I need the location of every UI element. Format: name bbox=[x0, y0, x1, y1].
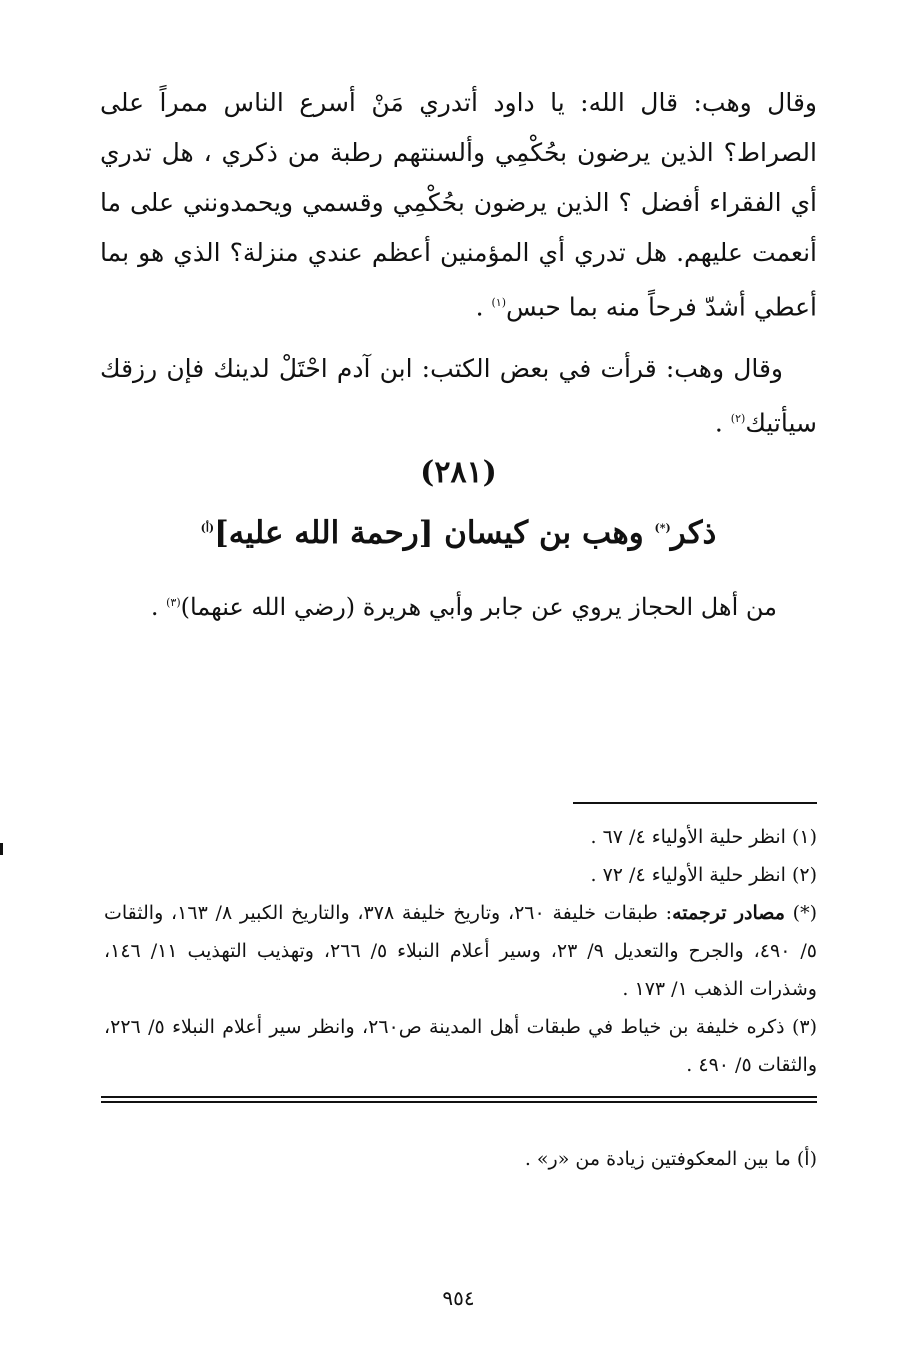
footnote-ref-star[interactable]: (*) bbox=[654, 521, 671, 535]
main-text bbox=[100, 78, 817, 461]
footnote-ref-3[interactable]: (٣) bbox=[166, 596, 181, 609]
footnote-1: (١) انظر حلية الأولياء ٤/ ٦٧ . bbox=[590, 826, 817, 848]
footnote-2: (٢) انظر حلية الأولياء ٤/ ٧٢ . bbox=[590, 864, 817, 886]
footnote-star: (*) مصادر ترجمته: طبقات خليفة ٢٦٠، وتاريخ خليفة ٣٧٨، والتاريخ الكبير ٨/ ١٦٣، والثقات ٥/ ٤٩٠، والجرح والتعديل ٩/ ٢٣، وسير أعلام النبلاء ٥/ ٢٦٦، وتهذيب التهذيب ١١/ ١٤٦، وشذرات الذهب ١/ ١٧٣ . bbox=[104, 902, 817, 1000]
biography-line: من أهل الحجاز يروي عن جابر وأبي هريرة (رضي الله عنهما)$^{(٣)}$ . bbox=[150, 593, 777, 621]
footnote-ref-2[interactable]: (٢) bbox=[730, 412, 746, 426]
margin-mark bbox=[0, 843, 3, 855]
variant-ref-a[interactable]: (أ) bbox=[200, 521, 215, 535]
footnotes bbox=[104, 818, 817, 1084]
variant-separator bbox=[101, 1096, 817, 1103]
footnote-ref-1[interactable]: (١) bbox=[491, 296, 506, 309]
chapter-title: ذكر(*) وهب بن كيسان [رحمة الله عليه]$^{(أ)}$ bbox=[200, 515, 717, 551]
variant-note: (أ) ما بين المعكوفتين زيادة من «ر» . bbox=[524, 1148, 817, 1170]
footnote-3: (٣) ذكره خليفة بن خياط في طبقات أهل المدينة ص٢٦٠، وانظر سير أعلام النبلاء ٥/ ٢٢٦، والثقات ٥/ ٤٩٠ . bbox=[104, 1016, 817, 1076]
paragraph-wahb-books: وقال وهب: قرأت في بعض الكتب: ابن آدم احْتَلْ لدينك فإن رزقك سيأتيك$^{(٢)}$ . bbox=[100, 354, 817, 438]
footnote-separator bbox=[573, 802, 817, 804]
page-number: ٩٥٤ bbox=[442, 1286, 475, 1310]
paragraph-wahb-dawud: وقال وهب: قال الله: يا داود أتدري مَنْ أسرع الناس ممراً على الصراط؟ الذين يرضون بحُكْمِي وألسنتهم رطبة من ذكري ، هل تدري أي الفقراء أفضل ؟ الذين يرضون بحُكْمِي وقسمي ويحمدونني على ما أنعمت عليهم. هل تدري أي المؤمنين أعظم عندي منزلة؟ الذي هو بما أعطي أشدّ فرحاً منه بما حبس$^{(١)}$ . bbox=[100, 88, 817, 322]
chapter-number: (٢٨١) bbox=[420, 455, 497, 490]
